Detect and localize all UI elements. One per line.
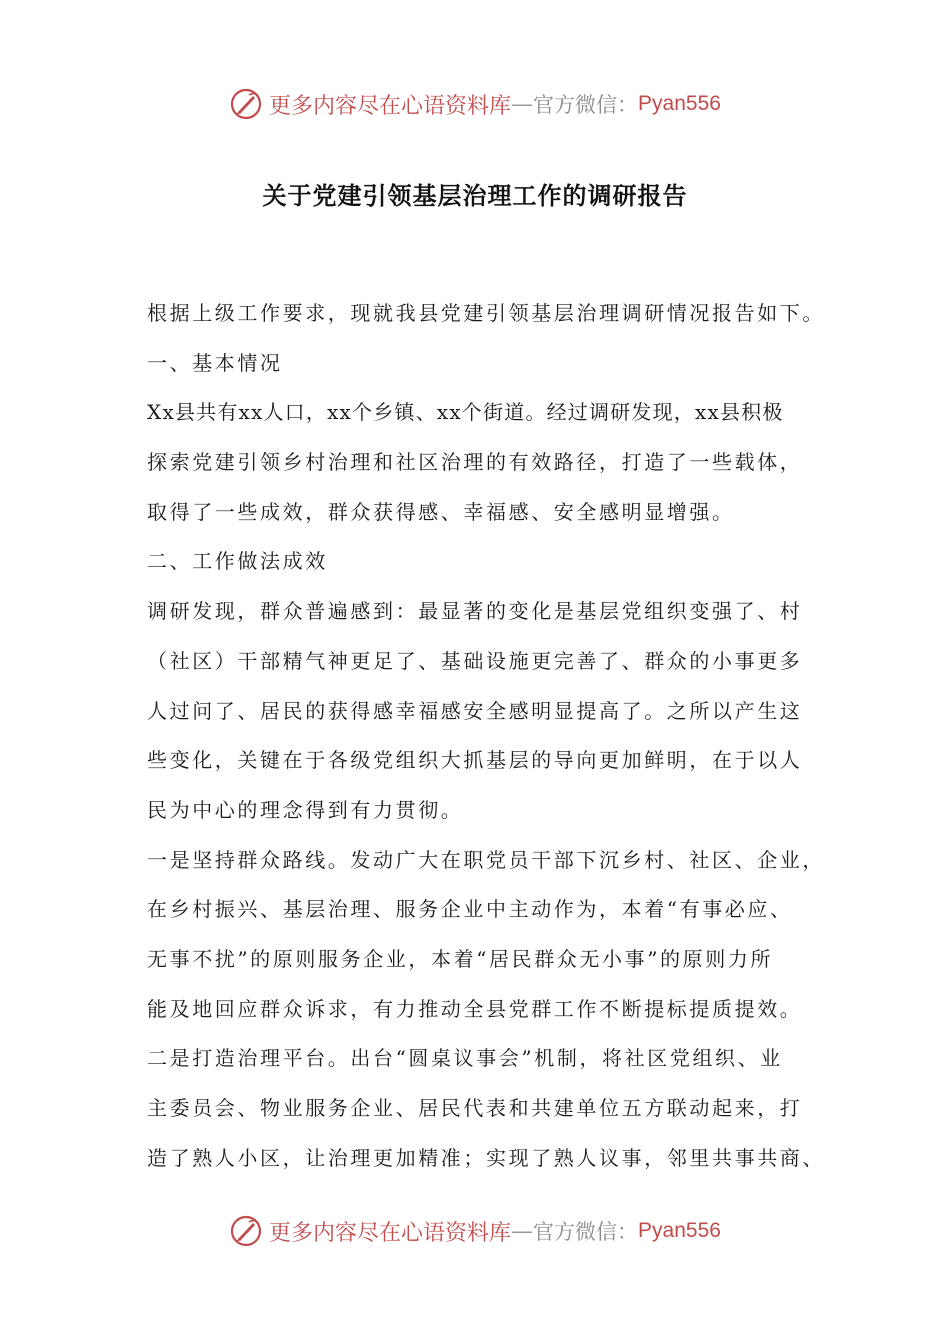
watermark-separator: — [511, 91, 534, 117]
quill-pen-icon [229, 87, 263, 121]
watermark-brand: 更多内容尽在心语资料库 [269, 93, 512, 119]
paragraph-line: 能及地回应群众诉求，有力推动全县党群工作不断提标提质提效。 [147, 996, 803, 1021]
paragraph-line: （社区）干部精气神更足了、基础设施更完善了、群众的小事更多 [147, 648, 803, 673]
watermark-official-label: 官方微信： [533, 1220, 639, 1244]
paragraph-line: Xx县共有xx人口，xx个乡镇、xx个街道。经过调研发现，xx县积极 [147, 400, 784, 425]
document-body [147, 289, 825, 1183]
section-heading: 一、基本情况 [147, 350, 283, 375]
watermark-wechat-id: Pyan556 [638, 1219, 721, 1242]
watermark-wechat-id: Pyan556 [638, 92, 721, 115]
paragraph-line: 民为中心的理念得到有力贯彻。 [147, 797, 464, 822]
paragraph-line: 无事不扰”的原则服务企业，本着“居民群众无小事”的原则力所 [147, 946, 774, 971]
watermark-brand: 更多内容尽在心语资料库 [269, 1220, 512, 1246]
document-title: 关于党建引领基层治理工作的调研报告 [262, 181, 688, 210]
quill-pen-icon [229, 1214, 263, 1248]
paragraph-line: 在乡村振兴、基层治理、服务企业中主动作为，本着“有事必应、 [147, 897, 793, 922]
paragraph-line: 造了熟人小区，让治理更加精准；实现了熟人议事，邻里共事共商、 [147, 1145, 825, 1170]
paragraph-line: 些变化，关键在于各级党组织大抓基层的导向更加鲜明，在于以人 [147, 748, 803, 773]
watermark-separator: — [511, 1218, 534, 1244]
paragraph-line: 调研发现，群众普遍感到：最显著的变化是基层党组织变强了、村 [147, 599, 803, 624]
paragraph-line: 一是坚持群众路线。发动广大在职党员干部下沉乡村、社区、企业， [147, 847, 825, 872]
paragraph-line: 根据上级工作要求，现就我县党建引领基层治理调研情况报告如下。 [147, 301, 825, 325]
paragraph-line: 取得了一些成效，群众获得感、幸福感、安全感明显增强。 [147, 499, 735, 524]
watermark-banner-top [0, 82, 950, 126]
paragraph-line: 人过问了、居民的获得感幸福感安全感明显提高了。之所以产生这 [147, 698, 803, 723]
watermark-official-label: 官方微信： [533, 93, 639, 117]
watermark-banner-bottom [0, 1209, 950, 1253]
section-heading: 二、工作做法成效 [147, 549, 328, 574]
paragraph-line: 探索党建引领乡村治理和社区治理的有效路径，打造了一些载体， [147, 450, 803, 475]
paragraph-line: 主委员会、物业服务企业、居民代表和共建单位五方联动起来，打 [147, 1096, 803, 1120]
paragraph-line: 二是打造治理平台。出台“圆桌议事会”机制，将社区党组织、业 [147, 1046, 783, 1071]
